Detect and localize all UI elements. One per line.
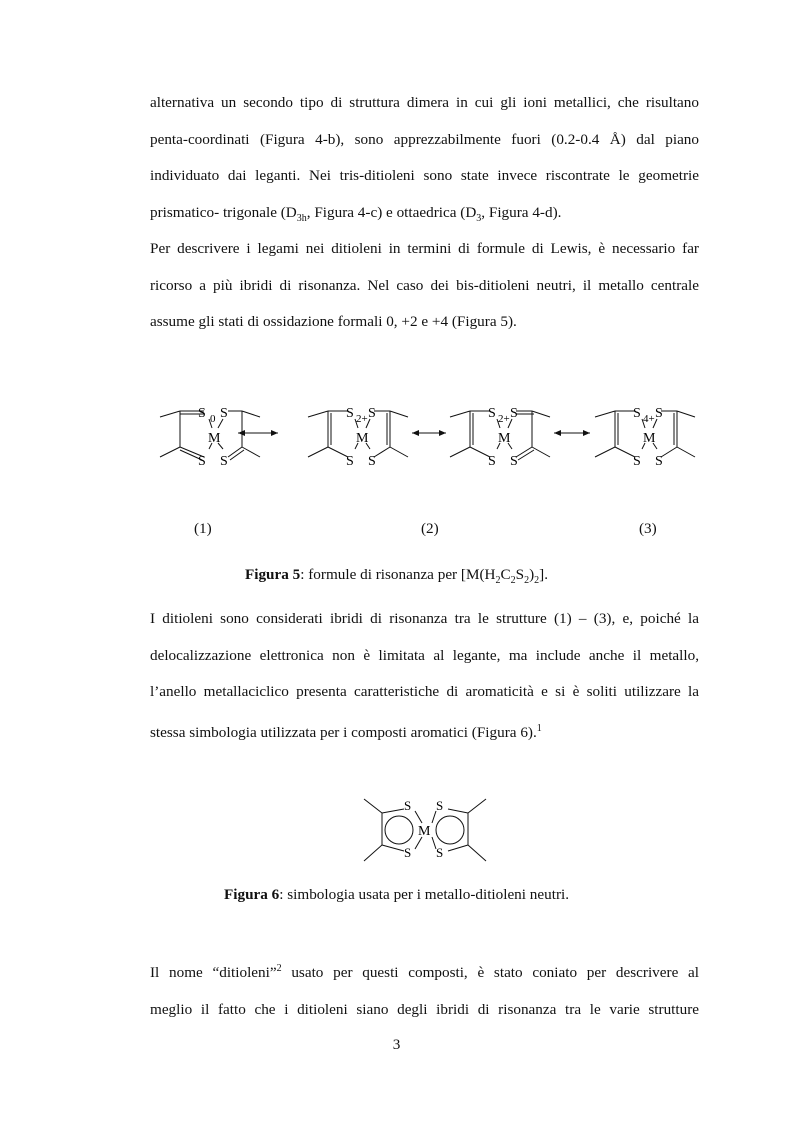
atom-s: S [346, 406, 354, 421]
text-line: ricorso a più ibridi di risonanza. Nel caso dei bis-ditioleni neutri, il metallo centrale [150, 276, 699, 294]
aromatic-circle [436, 816, 464, 844]
structure-label-2: (2) [421, 520, 439, 537]
resonance-structure-2b [450, 406, 550, 469]
atom-s: S [368, 406, 376, 421]
structure-label-3: (3) [639, 520, 657, 537]
resonance-arrow [554, 430, 590, 436]
atom-m: M [498, 431, 511, 446]
atom-m: M [208, 431, 221, 446]
oxidation-state: 2+ [356, 413, 368, 425]
paragraph-aromaticity [150, 601, 699, 751]
structure-label-1: (1) [194, 520, 212, 537]
atom-m: M [643, 431, 656, 446]
text-line: prismatico- trigonale ($D_{3h}$, Figura 4-c) e ottaedrica ($D_3$, Figura 4-d). [150, 203, 562, 224]
resonance-arrow [412, 430, 446, 436]
footnote-reference[interactable]: 1 [536, 722, 542, 734]
text-line: Per descrivere i legami nei ditioleni in termini di formule di Lewis, è necessario far [150, 240, 699, 257]
atom-s: S [198, 406, 206, 421]
atom-s: S [436, 798, 444, 813]
atom-s: S [488, 406, 496, 421]
atom-m: M [418, 824, 431, 839]
atom-s: S [404, 798, 412, 813]
text-line: alternativa un secondo tipo di struttura dimera in cui gli ioni metallici, che risultano [150, 94, 699, 111]
aromatic-circle [385, 816, 413, 844]
atom-s: S [655, 454, 663, 469]
atom-s: S [198, 454, 206, 469]
atom-s: S [346, 454, 354, 469]
caption-label: Figura 6 [223, 886, 280, 903]
figure-6-aromatic-symbolism [360, 795, 490, 865]
text-line: individuato dai leganti. Nei tris-ditioleni sono state invece riscontrate le geometrie [150, 167, 699, 184]
atom-s: S [404, 845, 412, 860]
resonance-structure-3 [595, 406, 695, 469]
atom-s: S [220, 454, 228, 469]
atom-s: S [655, 406, 663, 421]
atom-m: M [356, 431, 369, 446]
atom-s: S [633, 454, 641, 469]
atom-s: S [220, 406, 228, 421]
resonance-structure-1 [160, 406, 260, 469]
atom-s: S [510, 406, 518, 421]
text-line: assume gli stati di ossidazione formali 0, +2 e +4 (Figura 5). [150, 313, 517, 330]
paragraph-lewis [150, 231, 699, 341]
text-line: l’anello metallaciclico presenta caratteristiche di aromaticità e si è soliti utilizzare la [150, 683, 699, 700]
paragraph-name-origin [150, 951, 699, 1028]
resonance-arrow [238, 430, 278, 436]
atom-s: S [510, 454, 518, 469]
text-line: penta-coordinati (Figura 4-b), sono apprezzabilmente fuori (0.2-0.4 Å) dal piano [150, 130, 699, 148]
figure-5-resonance-structures [150, 395, 710, 475]
text-line: delocalizzazione elettronica non è limitata al legante, ma include anche il metallo, [150, 646, 699, 664]
resonance-structure-2a [308, 406, 408, 469]
text-line: stessa simbologia utilizzata per i composti aromatici (Figura 6).$^1$ [150, 722, 542, 741]
text-line: meglio il fatto che i ditioleni siano degli ibridi di risonanza tra le varie strutture [150, 1000, 699, 1018]
atom-s: S [633, 406, 641, 421]
text-line: I ditioleni sono considerati ibridi di risonanza tra le strutture (1) – (3), e, poiché la [150, 610, 699, 627]
oxidation-state: 4+ [643, 413, 655, 425]
page-number: 3 [392, 1036, 401, 1053]
footnote-reference[interactable]: 2 [276, 963, 282, 974]
text-line: Il nome “ditioleni”$^2$ usato per questi composti, è stato coniato per descrivere al [150, 963, 699, 982]
oxidation-state: 2+ [498, 413, 510, 425]
left-dithiolene-ring [364, 799, 422, 861]
atom-s: S [488, 454, 496, 469]
paragraph-structures [150, 85, 699, 237]
oxidation-state: 0 [210, 413, 216, 425]
caption-label: Figura 5 [244, 566, 301, 583]
atom-s: S [368, 454, 376, 469]
figure-5-caption: Figura 5: formule di risonanza per $[M(H_2C_2S_2)_2]$. [244, 566, 549, 587]
atom-s: S [436, 845, 444, 860]
figure-6-caption: Figura 6: simbologia usata per i metallo-ditioleni neutri. [223, 886, 570, 903]
